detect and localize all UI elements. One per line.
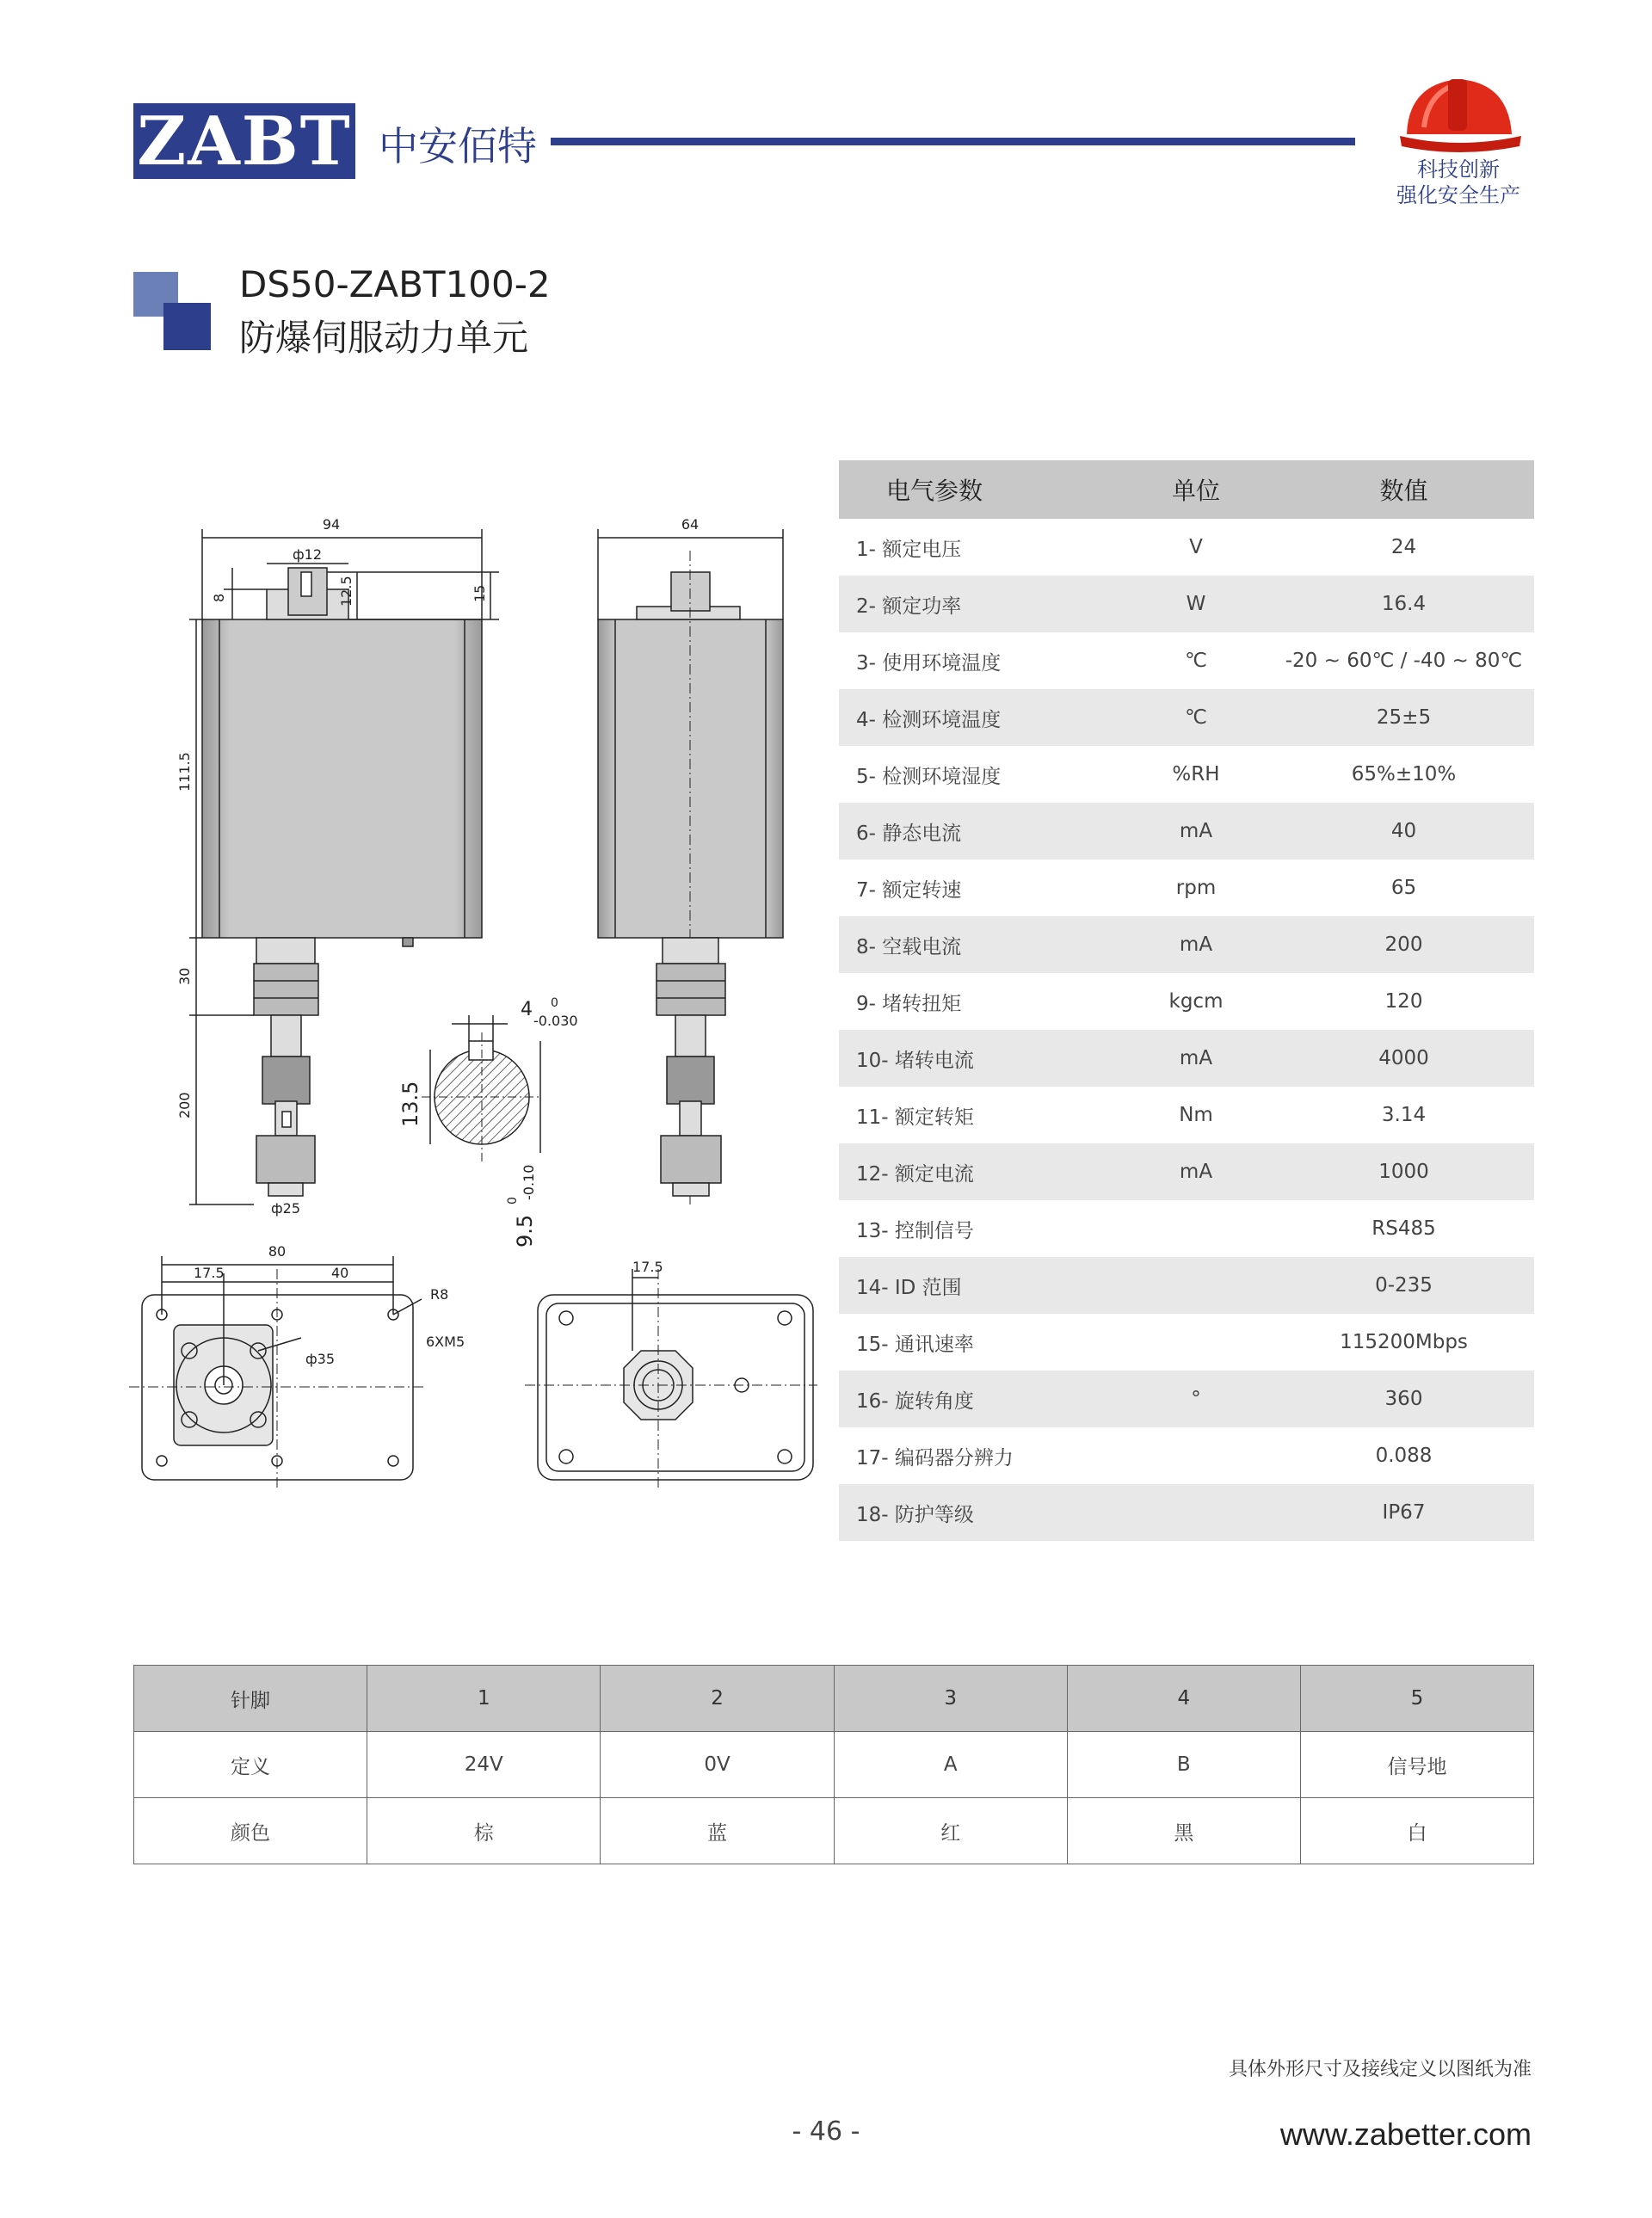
dim-17-5-b: 17.5 [632, 1259, 663, 1275]
pin-cell: B [1067, 1732, 1300, 1798]
header-divider [551, 138, 1355, 145]
spec-row [839, 1371, 1534, 1427]
side-view [598, 529, 783, 1204]
dim-width-side: 64 [681, 516, 700, 533]
helmet-icon [1398, 67, 1523, 162]
dim-shaft-dia: ф12 [293, 546, 323, 563]
shaft-section [422, 1015, 542, 1161]
pin-cell: 3 [834, 1666, 1067, 1732]
title-decoration-square-dark [163, 303, 211, 350]
spec-unit: W [1186, 593, 1206, 615]
spec-row [839, 632, 1534, 689]
dim-shaft-offset: 9.5 [513, 1214, 537, 1248]
pin-cell: 黑 [1067, 1798, 1300, 1864]
spec-value: 16.4 [1381, 593, 1427, 615]
pin-row-label: 定义 [134, 1732, 367, 1798]
spec-row [839, 746, 1534, 803]
pin-cell: 24V [367, 1732, 601, 1798]
dim-width-front: 94 [322, 516, 341, 533]
dim-holes: 6XM5 [426, 1334, 465, 1350]
spec-row [839, 1143, 1534, 1200]
dim-height: 111.5 [176, 752, 193, 792]
dim-shaft-flat: 13.5 [398, 1081, 422, 1127]
spec-param: 7- 额定转速 [856, 878, 962, 902]
spec-header-param: 电气参数 [886, 477, 983, 505]
spec-value: 3.14 [1381, 1104, 1427, 1126]
spec-param: 13- 控制信号 [856, 1219, 974, 1242]
spec-unit: Nm [1179, 1104, 1213, 1126]
technical-drawing [129, 499, 817, 1488]
slogan-line-1: 科技创新 [1417, 157, 1500, 182]
spec-unit: ℃ [1185, 706, 1207, 729]
dim-shaft-offset-tol-upper: 0 [506, 1197, 520, 1204]
spec-table [839, 460, 1534, 1541]
spec-row [839, 803, 1534, 859]
spec-row [839, 1484, 1534, 1541]
spec-unit: ° [1191, 1388, 1201, 1410]
spec-row [839, 1030, 1534, 1087]
spec-row [839, 689, 1534, 746]
website-link[interactable]: www.zabetter.com [1279, 2116, 1532, 2152]
spec-row [839, 519, 1534, 576]
spec-unit: rpm [1175, 877, 1217, 899]
spec-unit: mA [1179, 820, 1213, 842]
dim-15: 15 [472, 584, 488, 602]
spec-value: RS485 [1372, 1217, 1436, 1240]
dim-connector: ф25 [271, 1200, 301, 1217]
spec-unit: kgcm [1168, 990, 1224, 1013]
pin-cell: 2 [601, 1666, 834, 1732]
pin-table-row [134, 1732, 1534, 1798]
dim-key-width: 4 [521, 999, 533, 1020]
spec-param: 11- 额定转矩 [856, 1106, 974, 1129]
spec-value: 0.088 [1375, 1445, 1433, 1467]
spec-value: 24 [1390, 536, 1417, 558]
product-name: 防爆伺服动力单元 [239, 317, 529, 359]
spec-value: 65%±10% [1351, 763, 1457, 786]
pin-cell: A [834, 1732, 1067, 1798]
pin-cell: 红 [834, 1798, 1067, 1864]
spec-param: 15- 通讯速率 [856, 1333, 974, 1356]
pin-cell: 白 [1300, 1798, 1533, 1864]
spec-unit: mA [1179, 1161, 1213, 1183]
spec-param: 8- 空载电流 [856, 935, 962, 958]
spec-value: 360 [1384, 1388, 1423, 1410]
dim-8: 8 [211, 593, 227, 602]
spec-param: 16- 旋转角度 [856, 1389, 974, 1413]
spec-row [839, 1257, 1534, 1314]
slogan-line-2: 强化安全生产 [1396, 183, 1520, 207]
pin-row-label: 颜色 [134, 1798, 367, 1864]
pin-table-row [134, 1798, 1534, 1864]
spec-value: 200 [1384, 933, 1423, 956]
spec-unit: %RH [1172, 763, 1220, 786]
pin-cell: 信号地 [1300, 1732, 1533, 1798]
page-number: - 46 - [792, 2116, 860, 2147]
dim-40: 40 [331, 1265, 349, 1281]
spec-header-value: 数值 [1379, 477, 1428, 505]
pin-cell: 5 [1300, 1666, 1533, 1732]
spec-param: 4- 检测环境温度 [856, 708, 1002, 731]
dim-shaft-offset-tol: -0.10 [521, 1164, 537, 1200]
pin-cell: 0V [601, 1732, 834, 1798]
spec-table-header [839, 460, 1534, 519]
footer-note: 具体外形尺寸及接线定义以图纸为准 [1228, 2059, 1532, 2080]
spec-unit: V [1189, 536, 1203, 558]
spec-param: 14- ID 范围 [856, 1276, 962, 1299]
dim-17-5: 17.5 [194, 1265, 225, 1281]
flange-view [129, 1256, 426, 1488]
dim-r8: R8 [430, 1286, 449, 1303]
spec-unit: ℃ [1185, 650, 1207, 672]
connector-end-view [525, 1269, 817, 1488]
dim-flange-width: 80 [268, 1243, 287, 1260]
spec-param: 2- 额定功率 [856, 595, 962, 618]
spec-param: 1- 额定电压 [856, 538, 962, 561]
dim-pcd: ф35 [305, 1351, 336, 1367]
spec-header-unit: 单位 [1171, 477, 1220, 505]
spec-row [839, 1200, 1534, 1257]
pin-cell: 蓝 [601, 1798, 834, 1864]
brand-name: 中安佰特 [379, 123, 537, 169]
dim-12-5: 12.5 [338, 576, 354, 607]
spec-unit: mA [1179, 933, 1213, 956]
spec-param: 10- 堵转电流 [856, 1049, 974, 1072]
spec-param: 3- 使用环境温度 [856, 651, 1002, 675]
spec-value: 0-235 [1375, 1274, 1433, 1297]
spec-row [839, 859, 1534, 916]
spec-row [839, 973, 1534, 1030]
spec-value: IP67 [1382, 1501, 1426, 1524]
spec-table-body [839, 519, 1534, 1541]
pin-cell: 4 [1067, 1666, 1300, 1732]
spec-value: 25±5 [1376, 706, 1432, 729]
pin-cell: 1 [367, 1666, 601, 1732]
dim-30: 30 [176, 967, 193, 985]
pin-table-row [134, 1666, 1534, 1732]
product-model: DS50-ZABT100-2 [239, 263, 551, 305]
pin-table [133, 1665, 1534, 1864]
spec-row [839, 1427, 1534, 1484]
spec-param: 17- 编码器分辨力 [856, 1446, 1014, 1469]
pin-row-label: 针脚 [134, 1666, 367, 1732]
spec-value: 120 [1384, 990, 1423, 1013]
spec-param: 18- 防护等级 [856, 1503, 974, 1526]
dim-key-tol: -0.030 [533, 1013, 578, 1029]
spec-unit: mA [1179, 1047, 1213, 1069]
spec-value: -20 ~ 60℃ / -40 ~ 80℃ [1285, 650, 1523, 672]
spec-row [839, 576, 1534, 632]
spec-param: 9- 堵转扭矩 [856, 992, 962, 1015]
spec-value: 1000 [1378, 1161, 1429, 1183]
spec-row [839, 1314, 1534, 1371]
logo [133, 103, 355, 179]
spec-value: 4000 [1378, 1047, 1429, 1069]
spec-row [839, 916, 1534, 973]
spec-param: 12- 额定电流 [856, 1162, 974, 1186]
spec-param: 6- 静态电流 [856, 822, 962, 845]
spec-row [839, 1087, 1534, 1143]
pin-cell: 棕 [367, 1798, 601, 1864]
spec-param: 5- 检测环境湿度 [856, 765, 1002, 788]
dim-key-tol-upper: 0 [551, 996, 558, 1010]
spec-value: 40 [1390, 820, 1417, 842]
slogan [1385, 157, 1532, 208]
spec-value: 65 [1390, 877, 1417, 899]
logo-text: ZABT [137, 102, 352, 181]
dim-200: 200 [176, 1092, 193, 1118]
spec-value: 115200Mbps [1340, 1331, 1468, 1353]
